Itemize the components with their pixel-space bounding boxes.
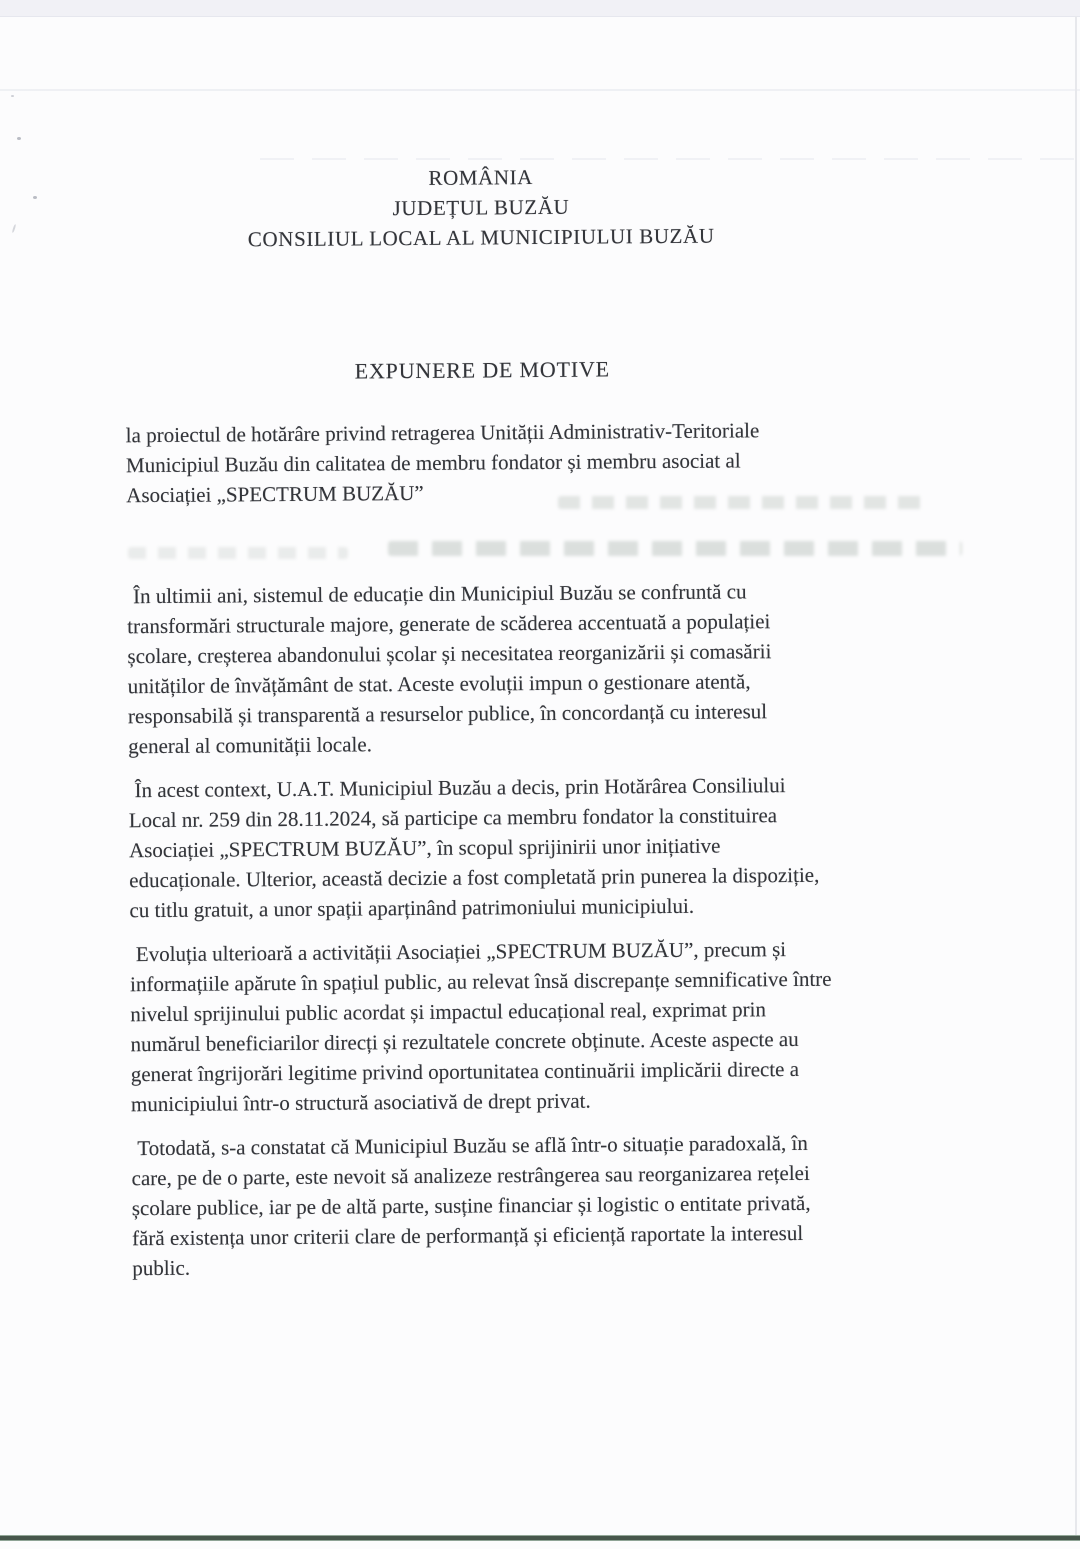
- text-line: cu titlu gratuit, a unor spații aparținând patrimoniului municipiului.: [129, 893, 695, 923]
- text-line: numărul beneficiarilor direcți și rezultatele concrete obținute. Aceste aspecte au: [130, 1026, 799, 1057]
- text-line: școlare publice, iar pe de altă parte, susține financiar și logistic o entitate privată,: [131, 1190, 811, 1221]
- text-line: nivelul sprijinului public acordat și impactul educațional real, exprimat prin: [130, 997, 767, 1027]
- paragraph: [131, 1127, 974, 1284]
- text-line: responsabilă și transparentă a resurselor publice, în concordanță cu interesul: [127, 699, 768, 729]
- paragraph: [128, 769, 971, 926]
- text-line: Evoluția ulterioară a activității Asociației „SPECTRUM BUZĂU”, precum și: [135, 937, 787, 967]
- scan-edge-bottom: [0, 1536, 1080, 1540]
- text-line: fără existența unor criterii clare de performanță și eficiență raportate la interesul: [131, 1220, 804, 1251]
- document-subject: [126, 414, 967, 511]
- text-line: școlare, creșterea abandonului școlar și necesitatea reorganizării și comasării: [127, 639, 772, 669]
- text-line: informațiile apărute în spațiul public, au relevat însă discrepanțe semnificative între: [129, 966, 832, 997]
- text-line: JUDEȚUL BUZĂU: [392, 194, 570, 221]
- text-line: Municipiul Buzău din calitatea de membru fondator și membru asociat al: [125, 448, 741, 478]
- text-line: Totodată, s-a constatat că Municipiul Buzău se află într-o situație paradoxală, în: [137, 1130, 808, 1161]
- paragraph: [130, 933, 973, 1120]
- document-title: EXPUNERE DE MOTIVE: [354, 356, 610, 384]
- letterhead: [124, 160, 839, 256]
- text-line: Asociației „SPECTRUM BUZĂU”: [126, 480, 424, 508]
- text-line: la proiectul de hotărâre privind retragerea Unității Administrativ-Teritoriale: [125, 418, 760, 448]
- text-line: În ultimii ani, sistemul de educație din Municipiul Buzău se confruntă cu: [132, 579, 747, 609]
- text-line: public.: [132, 1255, 191, 1281]
- text-line: CONSILIUL LOCAL AL MUNICIPIULUI BUZĂU: [247, 223, 715, 252]
- text-line: care, pe de o parte, este nevoit să analizeze restrângerea sau reorganizarea rețelei: [131, 1160, 810, 1191]
- text-line: generat îngrijorări legitime privind oportunitatea continuării implicării directe a: [130, 1056, 800, 1087]
- text-line: unităților de învățământ de stat. Aceste evoluții impun o gestionare atentă,: [127, 669, 751, 699]
- text-line: În acest context, U.A.T. Municipiul Buzău a decis, prin Hotărârea Consiliului: [134, 773, 786, 803]
- document-body: [127, 575, 975, 1298]
- text-line: educaționale. Ulterior, această decizie a fost completată prin punerea la dispoziție,: [129, 862, 820, 893]
- text-line: ROMÂNIA: [428, 165, 534, 190]
- paragraph: [127, 575, 970, 762]
- text-line: general al comunității locale.: [128, 732, 373, 759]
- text-line: Asociației „SPECTRUM BUZĂU”, în scopul sprijinirii unor inițiative: [128, 833, 721, 863]
- text-line: municipiului într-o structură asociativă de drept privat.: [130, 1088, 591, 1117]
- text-line: transformări structurale majore, generate de scăderea accentuată a populației: [127, 609, 771, 639]
- text-line: Local nr. 259 din 28.11.2024, să participe ca membru fondator la constituirea: [128, 803, 778, 833]
